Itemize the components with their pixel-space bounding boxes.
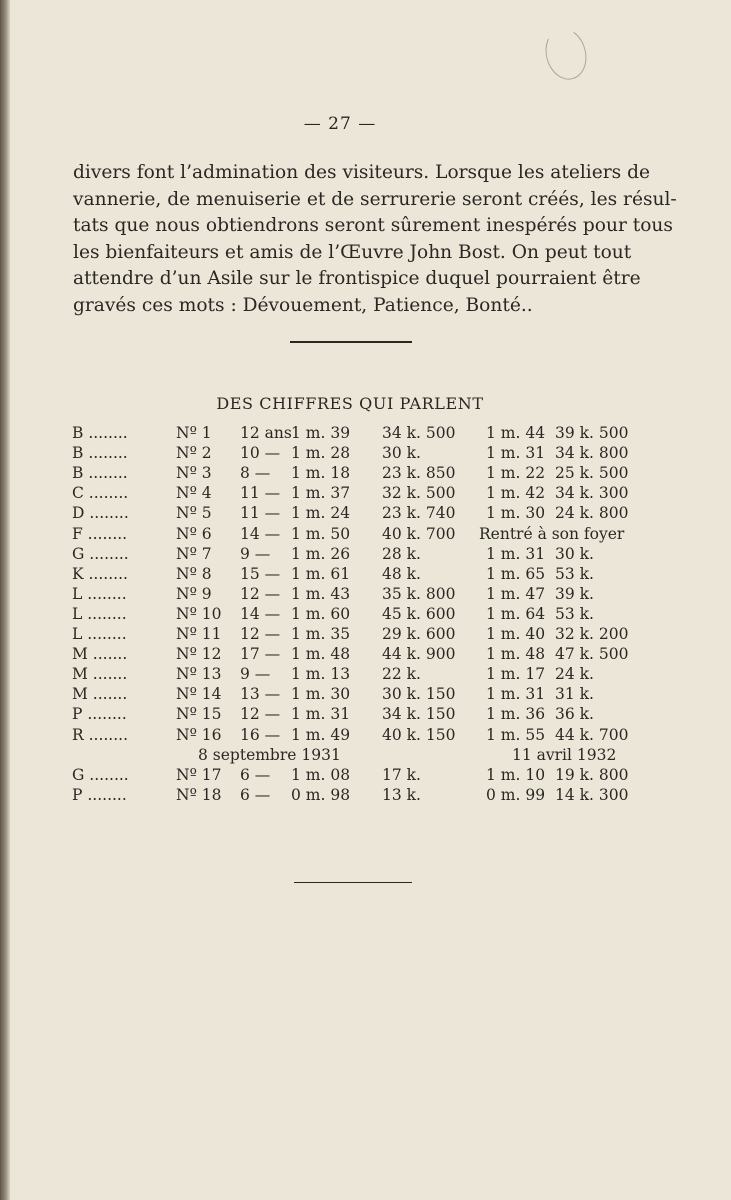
cell-letter: B ........ bbox=[72, 424, 128, 442]
cell-w1: 22 k. bbox=[382, 665, 421, 684]
date-left: 8 septembre 1931 bbox=[198, 745, 341, 764]
cell-h1: 1 m. 28 bbox=[291, 444, 351, 463]
cell-h1: 1 m. 31 bbox=[291, 705, 351, 724]
date-right: 11 avril 1932 bbox=[512, 745, 617, 764]
cell-num: Nº 2 bbox=[176, 444, 212, 463]
paragraph-line: divers font l’admination des visiteurs. Lorsque les ateliers de bbox=[73, 162, 650, 183]
cell-h2: 1 m. 55 bbox=[486, 725, 546, 744]
cell-w2: 34 k. 800 bbox=[555, 444, 629, 463]
cell-num: Nº 15 bbox=[176, 705, 222, 724]
cell-h1: 1 m. 30 bbox=[291, 685, 351, 704]
cell-h1: 1 m. 39 bbox=[291, 424, 351, 442]
cell-num: Nº 7 bbox=[176, 544, 212, 563]
cell-w1: 28 k. bbox=[382, 544, 421, 563]
cell-letter: P ........ bbox=[72, 785, 127, 804]
cell-h1: 1 m. 18 bbox=[291, 464, 351, 483]
cell-w2: 24 k. bbox=[555, 665, 594, 684]
cell-letter: G ........ bbox=[72, 765, 129, 784]
cell-letter: D ........ bbox=[72, 504, 129, 523]
cell-h2: 1 m. 47 bbox=[486, 584, 546, 603]
cell-letter: L ........ bbox=[72, 584, 127, 603]
cell-w1: 29 k. 600 bbox=[382, 625, 456, 643]
cell-h2: 1 m. 36 bbox=[486, 705, 546, 724]
body-paragraph bbox=[73, 160, 677, 319]
cell-age: 10 — bbox=[240, 444, 281, 463]
cell-w1: 48 k. bbox=[382, 564, 421, 583]
cell-w2: 53 k. bbox=[555, 604, 594, 623]
cell-num: Nº 6 bbox=[176, 524, 212, 543]
cell-w2: 36 k. bbox=[555, 705, 594, 724]
cell-letter: B ........ bbox=[72, 464, 128, 483]
cell-age: 9 — bbox=[240, 544, 271, 563]
cell-h1: 1 m. 50 bbox=[291, 524, 351, 543]
cell-num: Nº 5 bbox=[176, 504, 212, 523]
cell-w2: 34 k. 300 bbox=[555, 484, 629, 503]
cell-w2: 24 k. 800 bbox=[555, 504, 629, 523]
cell-w2: 47 k. 500 bbox=[555, 645, 629, 664]
page-number: — 27 — bbox=[303, 114, 377, 134]
cell-h1: 1 m. 37 bbox=[291, 484, 351, 503]
cell-w2: 39 k. 500 bbox=[555, 424, 629, 442]
cell-h1: 0 m. 98 bbox=[291, 785, 351, 804]
cell-h2: 1 m. 31 bbox=[486, 685, 546, 704]
cell-w2: 30 k. bbox=[555, 544, 594, 563]
cell-h1: 1 m. 49 bbox=[291, 725, 351, 744]
cell-letter: L ........ bbox=[72, 604, 127, 623]
cell-w2: 53 k. bbox=[555, 564, 594, 583]
cell-h2: 1 m. 64 bbox=[486, 604, 546, 623]
cell-h2: 1 m. 30 bbox=[486, 504, 546, 523]
cell-h1: 1 m. 60 bbox=[291, 604, 351, 623]
cell-letter: C ........ bbox=[72, 484, 129, 503]
cell-w1: 32 k. 500 bbox=[382, 484, 456, 503]
cell-num: Nº 16 bbox=[176, 725, 222, 744]
cell-w1: 23 k. 740 bbox=[382, 504, 456, 523]
cell-w1: 23 k. 850 bbox=[382, 464, 456, 483]
cell-w1: 13 k. bbox=[382, 785, 421, 804]
cell-num: Nº 10 bbox=[176, 604, 222, 623]
cell-w2: 31 k. bbox=[555, 685, 594, 704]
cell-letter: F ........ bbox=[72, 524, 128, 543]
cell-h2: 1 m. 31 bbox=[486, 544, 546, 563]
cell-h2: 1 m. 31 bbox=[486, 444, 546, 463]
cell-num: Nº 3 bbox=[176, 464, 212, 483]
paragraph-line: attendre d’un Asile sur le frontispice duquel pourraient être bbox=[73, 268, 641, 289]
cell-w1: 34 k. 150 bbox=[382, 705, 456, 724]
cell-num: Nº 8 bbox=[176, 564, 212, 583]
cell-h1: 1 m. 26 bbox=[291, 544, 351, 563]
cell-age: 16 — bbox=[240, 725, 281, 744]
cell-letter: K ........ bbox=[72, 564, 128, 583]
cell-age: 6 — bbox=[240, 785, 271, 804]
cell-w1: 45 k. 600 bbox=[382, 604, 456, 623]
cell-num: Nº 1 bbox=[176, 424, 212, 442]
cell-w1: 30 k. bbox=[382, 444, 421, 463]
cell-age: 11 — bbox=[240, 484, 281, 503]
cell-h1: 1 m. 13 bbox=[291, 665, 351, 684]
cell-letter: P ........ bbox=[72, 705, 127, 724]
cell-num: Nº 18 bbox=[176, 785, 222, 804]
cell-w2: 25 k. 500 bbox=[555, 464, 629, 483]
cell-age: 12 ans bbox=[240, 424, 292, 442]
cell-age: 12 — bbox=[240, 705, 281, 724]
cell-age: 9 — bbox=[240, 665, 271, 684]
cell-h2: 1 m. 22 bbox=[486, 464, 546, 483]
cell-h2: 1 m. 44 bbox=[486, 424, 546, 442]
cell-letter: L ........ bbox=[72, 625, 127, 643]
cell-w2: 32 k. 200 bbox=[555, 625, 629, 643]
cell-h1: 1 m. 61 bbox=[291, 564, 351, 583]
cell-h1: 1 m. 43 bbox=[291, 584, 351, 603]
cell-w1: 40 k. 150 bbox=[382, 725, 456, 744]
paragraph-line: les bienfaiteurs et amis de l’Œuvre John Bost. On peut tout bbox=[73, 241, 632, 263]
cell-h2: 1 m. 40 bbox=[486, 625, 546, 643]
cell-h2: 1 m. 65 bbox=[486, 564, 546, 583]
cell-w2: 14 k. 300 bbox=[555, 785, 629, 804]
cell-age: 12 — bbox=[240, 584, 281, 603]
cell-h1: 1 m. 24 bbox=[291, 504, 351, 523]
section-divider bbox=[290, 341, 412, 343]
cell-num: Nº 13 bbox=[176, 665, 222, 684]
cell-age: 14 — bbox=[240, 604, 281, 623]
cell-num: Nº 4 bbox=[176, 484, 212, 503]
table-title: DES CHIFFRES QUI PARLENT bbox=[216, 394, 484, 413]
cell-h2: 1 m. 10 bbox=[486, 765, 546, 784]
cell-age: 6 — bbox=[240, 765, 271, 784]
cell-letter: M ....... bbox=[72, 665, 128, 684]
cell-w1: 44 k. 900 bbox=[382, 645, 456, 664]
cell-num: Nº 14 bbox=[176, 685, 222, 704]
cell-age: 11 — bbox=[240, 504, 281, 523]
closing-divider bbox=[294, 882, 412, 883]
cell-h2: 1 m. 42 bbox=[486, 484, 546, 503]
cell-h1: 1 m. 48 bbox=[291, 645, 351, 664]
cell-num: Nº 9 bbox=[176, 584, 212, 603]
cell-w1: 40 k. 700 bbox=[382, 524, 456, 543]
cell-h2: 0 m. 99 bbox=[486, 785, 546, 804]
cell-num: Nº 11 bbox=[176, 625, 222, 643]
cell-h1: 1 m. 35 bbox=[291, 625, 351, 643]
book-spine-shadow bbox=[0, 0, 10, 1200]
cell-letter: M ....... bbox=[72, 645, 128, 664]
cell-num: Nº 17 bbox=[176, 765, 222, 784]
cell-w1: 17 k. bbox=[382, 765, 421, 784]
cell-w2: 19 k. 800 bbox=[555, 765, 629, 784]
cell-w1: 35 k. 800 bbox=[382, 584, 456, 603]
cell-age: 14 — bbox=[240, 524, 281, 543]
cell-num: Nº 12 bbox=[176, 645, 222, 664]
cell-h1: 1 m. 08 bbox=[291, 765, 351, 784]
cell-age: 12 — bbox=[240, 625, 281, 643]
cell-w1: 34 k. 500 bbox=[382, 424, 456, 442]
cell-note: Rentré à son foyer bbox=[479, 524, 625, 543]
cell-w2: 44 k. 700 bbox=[555, 725, 629, 744]
paragraph-line: vannerie, de menuiserie et de serrurerie seront créés, les résul- bbox=[73, 188, 677, 210]
cell-letter: M ....... bbox=[72, 685, 128, 704]
cell-age: 15 — bbox=[240, 564, 281, 583]
cell-h2: 1 m. 48 bbox=[486, 645, 546, 664]
cell-w1: 30 k. 150 bbox=[382, 685, 456, 704]
cell-h2: 1 m. 17 bbox=[486, 665, 546, 684]
cell-w2: 39 k. bbox=[555, 584, 594, 603]
pencil-mark bbox=[540, 24, 592, 85]
cell-letter: R ........ bbox=[72, 725, 129, 744]
cell-letter: B ........ bbox=[72, 444, 128, 463]
cell-age: 13 — bbox=[240, 685, 281, 704]
paragraph-line: tats que nous obtiendrons seront sûrement inespérés pour tous bbox=[73, 215, 673, 236]
cell-age: 8 — bbox=[240, 464, 271, 483]
cell-letter: G ........ bbox=[72, 544, 129, 563]
cell-age: 17 — bbox=[240, 645, 281, 664]
paragraph-line: gravés ces mots : Dévouement, Patience, Bonté.. bbox=[73, 294, 533, 316]
